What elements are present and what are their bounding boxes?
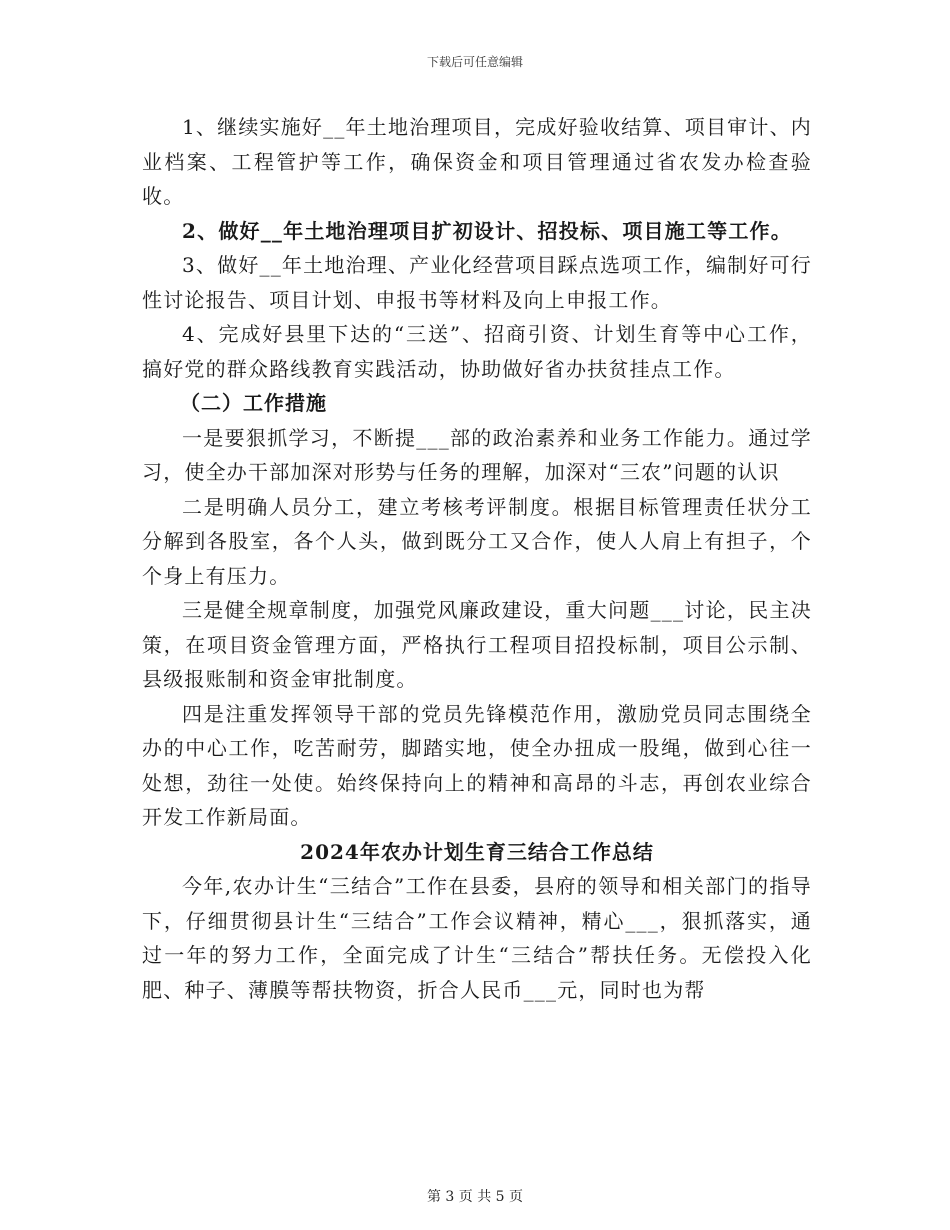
paragraph-measure-2: 二是明确人员分工，建立考核考评制度。根据目标管理责任状分工分解到各股室，各个人头，做到既分工又合作，使人人肩上有担子，个个身上有压力。 [142,494,812,588]
document-body [142,110,812,1007]
paragraph-item-3: 3、做好__年土地治理、产业化经营项目踩点选项工作，编制好可行性讨论报告、项目计划、申报书等材料及向上申报工作。 [142,253,812,312]
paragraph-measure-4: 四是注重发挥领导干部的党员先锋模范作用，激励党员同志围绕全办的中心工作，吃苦耐劳，脚踏实地，使全办扭成一股绳，做到心往一处想，劲往一处使。始终保持向上的精神和高昂的斗志，再创农业综合开发工作新局面。 [142,701,812,829]
paragraph-measure-1: 一是要狠抓学习，不断提___部的政治素养和业务工作能力。通过学习，使全办干部加深对形势与任务的理解，加深对“三农”问题的认识 [142,425,812,484]
page-header: 下载后可任意编辑 [426,55,523,69]
page-footer: 第 3 页 共 5 页 [426,1189,524,1205]
document-title: 2024年农办计划生育三结合工作总结 [300,839,654,864]
paragraph-measure-3: 三是健全规章制度，加强党风廉政建设，重大问题___讨论，民主决策，在项目资金管理方面，严格执行工程项目招投标制，项目公示制、县级报账制和资金审批制度。 [142,598,812,691]
paragraph-item-4: 4、完成好县里下达的“三送”、招商引资、计划生育等中心工作，搞好党的群众路线教育实践活动，协助做好省办扶贫挂点工作。 [142,322,812,381]
section-heading-measures: （二）工作措施 [180,391,327,415]
paragraph-summary: 今年,农办计生“三结合”工作在县委，县府的领导和相关部门的指导下，仔细贯彻县计生“三结合”工作会议精神，精心___，狠抓落实，通过一年的努力工作，全面完成了计生“三结合”帮扶任务。无偿投入化肥、种子、薄膜等帮扶物资，折合人民币___元，同时也为帮 [142,874,812,1002]
paragraph-item-1: 1、继续实施好__年土地治理项目，完成好验收结算、项目审计、内业档案、工程管护等工作，确保资金和项目管理通过省农发办检查验收。 [142,115,812,208]
paragraph-item-2: 2、做好__年土地治理项目扩初设计、招投标、项目施工等工作。 [182,218,792,243]
